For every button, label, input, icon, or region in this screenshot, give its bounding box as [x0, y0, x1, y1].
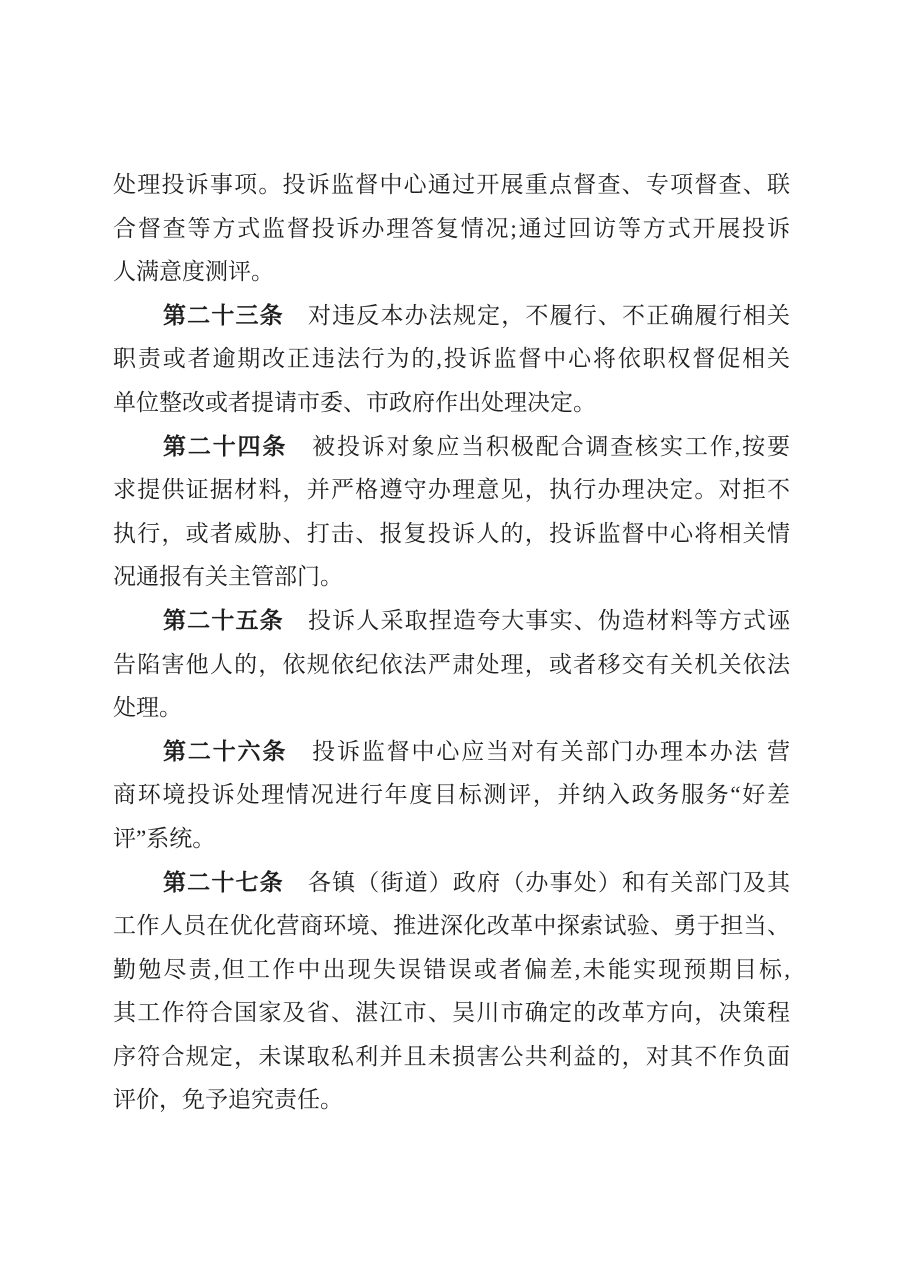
- text-line: 第二十三条 对违反本办法规定，不履行、不正确履行相关: [163, 302, 791, 328]
- text-line: 告陷害他人的，依规依纪依法严肃处理，或者移交有关机关依法: [113, 651, 790, 677]
- text-line: 合督查等方式监督投诉办理答复情况;通过回访等方式开展投诉: [113, 215, 790, 241]
- text-line: 求提供证据材料，并严格遵守办理意见，执行办理决定。对拒不: [113, 477, 790, 503]
- article-number: 第二十七条: [163, 869, 284, 895]
- article-number: 第二十四条: [163, 433, 288, 459]
- document-body: [113, 163, 790, 1122]
- text-line: 评价，免予追究责任。: [113, 1087, 343, 1113]
- text-line: 第二十七条 各镇（街道）政府（办事处）和有关部门及其: [163, 869, 791, 895]
- text-line: 序符合规定，未谋取私利并且未损害公共利益的，对其不作负面: [113, 1043, 790, 1069]
- text-line: 勤勉尽责,但工作中出现失误错误或者偏差,未能实现预期目标,: [113, 956, 790, 982]
- text-line: 第二十四条 被投诉对象应当积极配合调查核实工作,按要: [163, 433, 791, 459]
- text-line: 商环境投诉处理情况进行年度目标测评，并纳入政务服务“好差: [113, 782, 790, 808]
- text-line: 其工作符合国家及省、湛江市、吴川市确定的改革方向，决策程: [113, 1000, 790, 1026]
- text-line: 单位整改或者提请市委、市政府作出处理决定。: [113, 389, 596, 415]
- text-line: 第二十五条 投诉人采取捏造夸大事实、伪造材料等方式诬: [163, 607, 791, 633]
- article-number: 第二十三条: [163, 302, 284, 328]
- text-line: 处理投诉事项。投诉监督中心通过开展重点督查、专项督查、联: [113, 172, 790, 197]
- text-line: 人满意度测评。: [113, 259, 274, 285]
- text-line: 工作人员在优化营商环境、推进深化改革中探索试验、勇于担当、: [113, 913, 790, 939]
- text-line: 第二十六条 投诉监督中心应当对有关部门办理本办法 营: [163, 738, 791, 764]
- text-line: 评”系统。: [113, 825, 216, 851]
- text-line: 执行，或者威胁、打击、报复投诉人的，投诉监督中心将相关情: [113, 520, 790, 546]
- text-line: 处理。: [113, 695, 182, 721]
- text-line: 职责或者逾期改正违法行为的,投诉监督中心将依职权督促相关: [113, 346, 790, 372]
- text-line: 况通报有关主管部门。: [113, 564, 343, 590]
- article-number: 第二十五条: [163, 607, 284, 633]
- article-number: 第二十六条: [163, 738, 288, 764]
